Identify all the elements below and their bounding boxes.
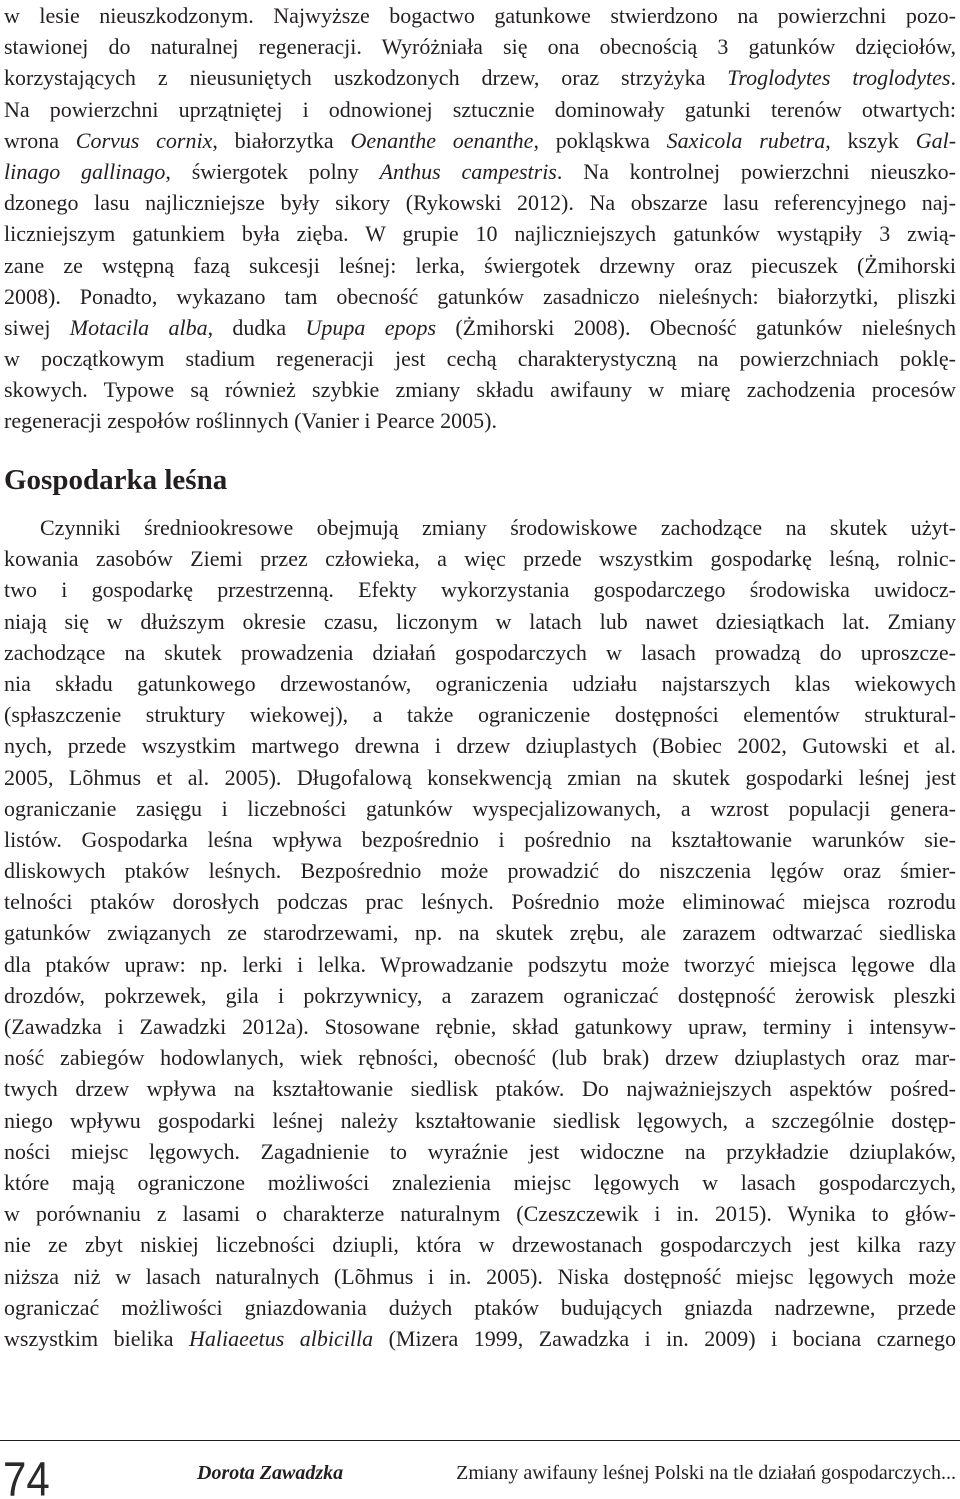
text-run: niego wpływu gospodarki leśnej należy kształtowanie siedlisk lęgowych, a szczególnie dostęp- [4,1107,956,1133]
italic-text-run: Haliaeetus albicilla [188,1325,374,1351]
text-line [4,668,956,699]
text-run: kowania zasobów Ziemi przez człowieka, a więc przede wszystkim gospodarkę leśną, rolnic- [4,546,956,572]
text-line [4,699,956,730]
text-run: niższa niż w lasach naturalnych (Lõhmus i in. 2005). Niska dostępność miejsc lęgowych może [4,1263,956,1289]
text-run: ograniczanie zasięgu i liczebności gatunków wyspecjalizowanych, a wzrost populacji genera- [4,795,956,821]
text-run: telności ptaków dorosłych podczas prac leśnych. Pośrednio może eliminować miejsca rozrodu [4,889,956,915]
text-line [4,1073,956,1104]
text-run: niają się w dłuższym okresie czasu, liczonym w latach lub nawet dziesiątkach lat. Zmiany [4,608,956,634]
text-line [4,343,956,374]
text-run: (Mizera 1999, Zawadzka i in. 2009) i bociana czarnego [373,1325,956,1351]
body-paragraph [4,512,956,1354]
text-line [4,1261,956,1292]
text-run: 2005, Lõhmus et al. 2005). Długofalową konsekwencją zmian na skutek gospodarki leśnej jest [4,764,956,790]
text-line [4,156,956,187]
text-run: (Żmihorski 2008). Obecność gatunków nieleśnych [436,314,956,340]
text-line [4,1292,956,1323]
italic-text-run: linago gallinago [4,158,166,184]
text-line [4,543,956,574]
text-line [4,31,956,62]
text-run: nie ze zbyt niskiej liczebności dziupli, która w drzewostanach gospodarczych jest kilka razy [4,1232,956,1258]
text-line [4,886,956,917]
text-run: wszystkim bielika [4,1325,189,1351]
text-line [4,1136,956,1167]
text-run: 2008). Ponadto, wykazano tam obecność gatunków zasadniczo nieleśnych: białorzytki, pliszki [4,283,956,309]
text-line [4,606,956,637]
text-line [4,980,956,1011]
text-run: nia składu gatunkowego drzewostanów, ograniczenia udziału najstarszych klas wiekowych [4,670,956,696]
text-line [4,218,956,249]
italic-text-run: Oenanthe oenanthe [350,127,534,153]
text-line [4,949,956,980]
text-run: liczniejszym gatunkiem była zięba. W grupie 10 najliczniejszych gatunków wystąpiły 3 zwią- [4,221,956,247]
text-line [4,855,956,886]
text-line [4,250,956,281]
text-line [4,62,956,93]
text-run: dliskowych ptaków leśnych. Bezpośrednio może prowadzić do niszczenia lęgów oraz śmier- [4,858,956,884]
text-line [4,1198,956,1229]
text-run: ograniczać możliwości gniazdowania dużych ptaków budujących gniazda nadrzewne, przede [4,1294,956,1320]
text-run: siwej [4,314,70,340]
text-run: ność zabiegów hodowlanych, wiek rębności, obecność (lub brak) drzew dziuplastych oraz mar- [4,1045,956,1071]
text-line [4,824,956,855]
italic-text-run: Troglodytes troglodytes [727,65,951,91]
text-line [4,1042,956,1073]
text-run: . Na kontrolnej powierzchni nieuszko- [556,158,956,184]
text-line [4,0,956,31]
text-run: , kszyk [825,127,916,153]
text-run: w lesie nieuszkodzonym. Najwyższe bogactwo gatunkowe stwierdzono na powierzchni pozo- [4,3,956,28]
italic-text-run: Upupa epops [305,314,437,340]
text-line [4,637,956,668]
italic-text-run: Motacila alba [69,314,208,340]
text-line [4,762,956,793]
text-line [4,730,956,761]
italic-text-run: Gal- [915,127,956,153]
text-run: ności miejsc lęgowych. Zagadnienie to wyraźnie jest widoczne na przykładzie dziuplaków, [4,1138,956,1164]
text-line [4,1011,956,1042]
body-paragraph [4,0,956,437]
text-run: zane ze wstępną fazą sukcesji leśnej: lerka, świergotek drzewny oraz piecuszek (Żmihorski [4,252,956,278]
text-line [4,281,956,312]
text-run: , świergotek polny [165,158,380,184]
text-line [4,374,956,405]
text-run: , dudka [207,314,306,340]
text-run: które mają ograniczone możliwości znalezienia miejsc lęgowych w lasach gospodarczych, [4,1169,956,1195]
text-line [4,125,956,156]
text-run: twych drzew wpływa na kształtowanie siedlisk ptaków. Do najważniejszych aspektów pośred- [4,1076,956,1102]
text-run: w porównaniu z lasami o charakterze naturalnym (Czeszczewik i in. 2015). Wynika to głów- [4,1201,956,1227]
page-number: 74 [3,1451,50,1499]
text-run: . [950,65,956,91]
text-run: dla ptaków upraw: np. lerki i lelka. Wprowadzanie podszytu może tworzyć miejsca lęgowe dla [4,951,956,977]
text-line [4,1323,956,1354]
text-run: two i gospodarkę przestrzenną. Efekty wykorzystania gospodarczego środowiska uwidocz- [4,577,956,603]
text-run: dzonego lasu najliczniejsze były sikory (Rykowski 2012). Na obszarze lasu referencyjnego naj- [4,190,956,216]
text-line [4,793,956,824]
text-line [4,94,956,125]
text-run: regeneracji zespołów roślinnych (Vanier i Pearce 2005). [4,408,497,434]
text-run: , białorzytka [212,127,351,153]
text-run: (Zawadzka i Zawadzki 2012a). Stosowane rębnie, skład gatunkowy upraw, terminy i intensyw- [4,1014,956,1039]
text-run: skowych. Typowe są również szybkie zmiany składu awifauny w miarę zachodzenia procesów [4,377,956,403]
footer-book-title: Zmiany awifauny leśnej Polski na tle działań gospodarczych... [456,1462,956,1484]
text-run: (spłaszczenie struktury wiekowej), a także ograniczenie dostępności elementów struktural- [4,702,956,728]
text-run: listów. Gospodarka leśna wpływa bezpośrednio i pośrednio na kształtowanie warunków sie- [4,826,956,852]
text-line [4,1105,956,1136]
section-heading: Gospodarka leśna [4,464,228,496]
text-run: Na powierzchni uprzątniętej i odnowionej sztucznie dominowały gatunki terenów otwartych: [4,96,956,122]
text-line [4,1167,956,1198]
text-line [4,405,956,436]
text-run: nych, przede wszystkim martwego drewna i drzew dziuplastych (Bobiec 2002, Gutowski et al. [4,733,956,759]
text-run: korzystających z nieusuniętych uszkodzonych drzew, oraz strzyżyka [4,65,728,91]
text-run: wrona [4,127,76,153]
text-run: w początkowym stadium regeneracji jest cechą charakterystyczną na powierzchniach poklę- [4,346,956,372]
text-line [4,312,956,343]
text-line [4,1229,956,1260]
text-run: gatunków związanych ze starodrzewami, np. na skutek zrębu, ale zarazem odtwarzać siedliska [4,920,956,946]
footer-rule [0,1440,960,1441]
text-line [4,574,956,605]
text-line [4,512,956,543]
text-run: , pokląskwa [533,127,667,153]
text-run: zachodzące na skutek prowadzenia działań gospodarczych w lasach prowadzą do uproszcze- [4,639,956,665]
text-line [4,187,956,218]
text-line [4,917,956,948]
text-run: drozdów, pokrzewek, gila i pokrzywnicy, a zarazem ograniczać dostępność żerowisk pleszki [4,982,956,1008]
footer-author: Dorota Zawadzka [197,1462,344,1484]
text-run: stawionej do naturalnej regeneracji. Wyróżniała się ona obecnością 3 gatunków dzięciołów, [4,34,956,60]
italic-text-run: Corvus cornix [75,127,213,153]
italic-text-run: Anthus campestris [379,158,557,184]
text-run: Czynniki średniookresowe obejmują zmiany środowiskowe zachodzące na skutek użyt- [40,515,956,540]
italic-text-run: Saxicola rubetra [666,127,826,153]
